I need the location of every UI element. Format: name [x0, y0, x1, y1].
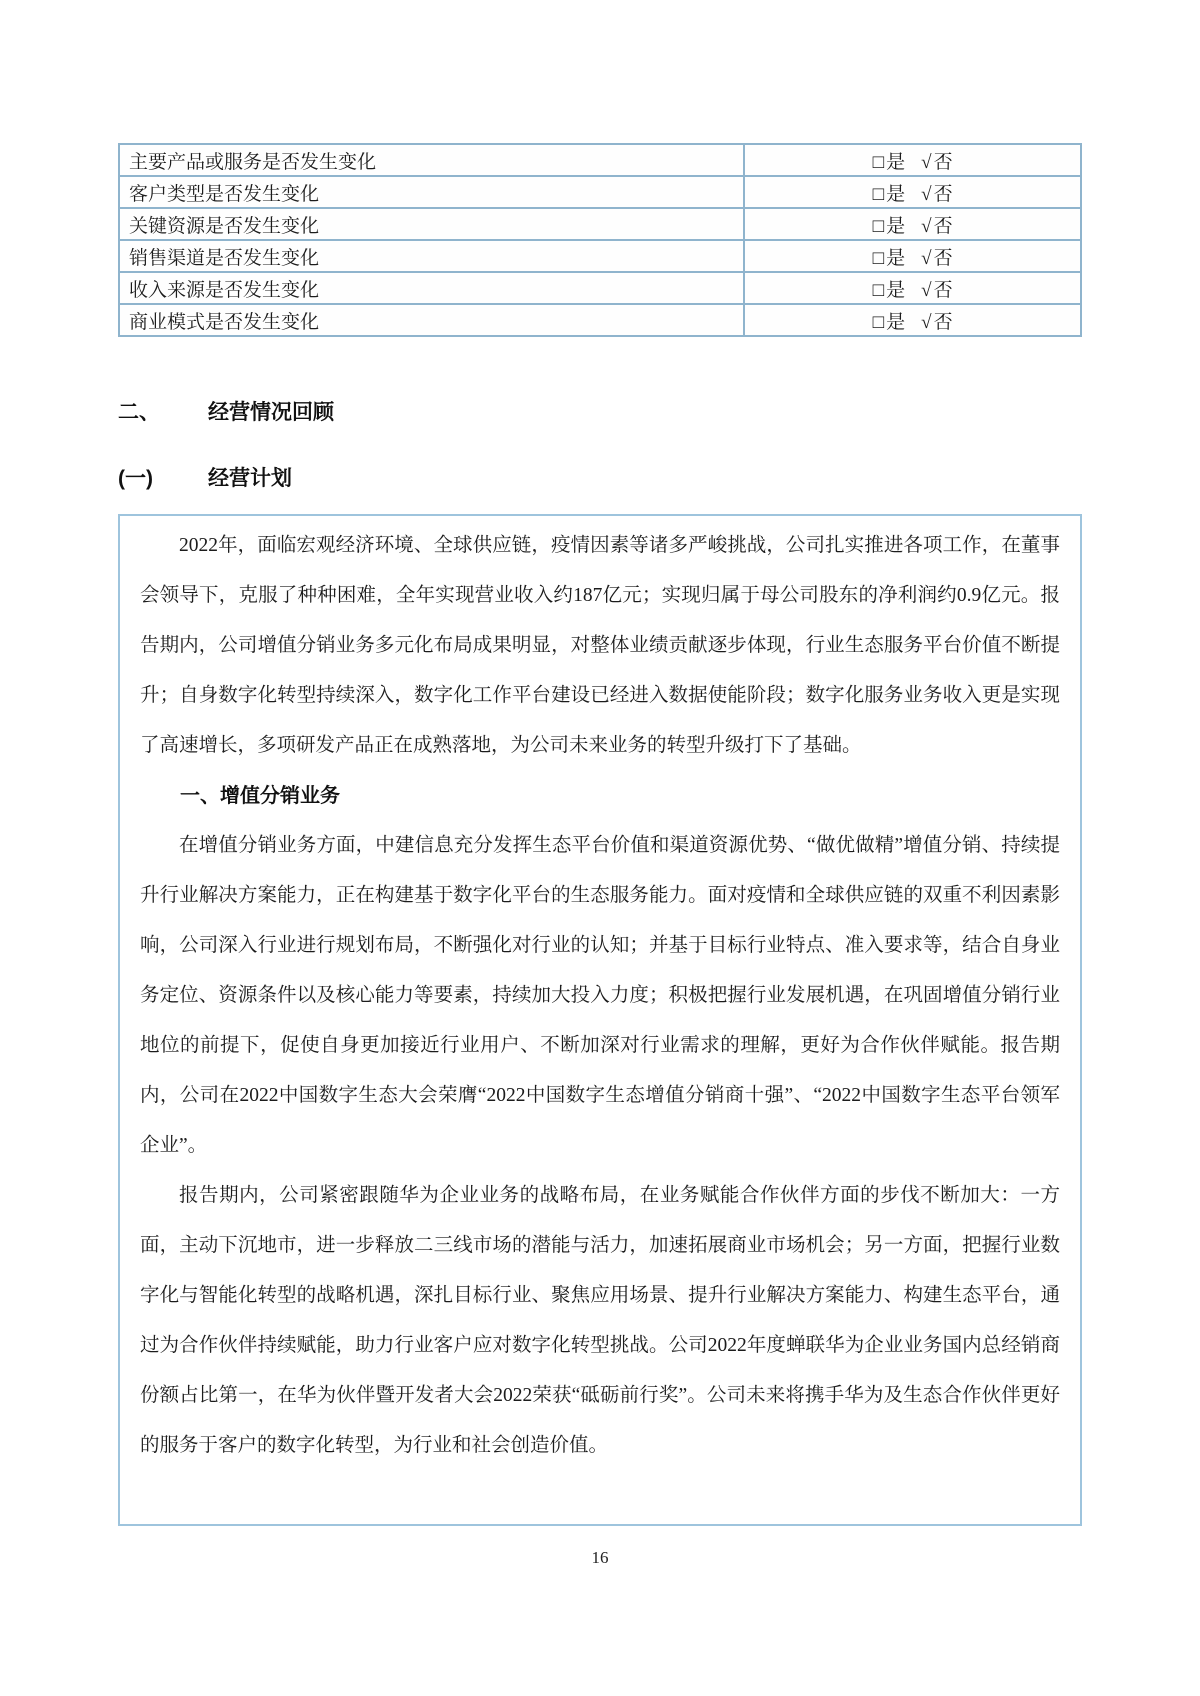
subsection-number: (一) [118, 467, 153, 490]
subsection-title: 经营计划 [208, 467, 292, 490]
change-question-table [118, 143, 1082, 337]
checkbox-unchecked-icon: □ [872, 247, 885, 269]
yes-label: 是 [886, 247, 906, 269]
table-row [119, 176, 1081, 208]
table-row [119, 144, 1081, 176]
no-label: 否 [933, 215, 953, 237]
no-label: 否 [933, 311, 953, 333]
subheading-value-distribution: 一、增值分销业务 [180, 785, 340, 807]
answer-cell [744, 176, 1081, 208]
page-number: 16 [591, 1548, 609, 1567]
question-label: 收入来源是否发生变化 [119, 272, 744, 304]
question-label: 关键资源是否发生变化 [119, 208, 744, 240]
answer-cell [744, 240, 1081, 272]
no-label: 否 [933, 183, 953, 205]
table-row [119, 272, 1081, 304]
subsection-heading [118, 462, 292, 492]
checkbox-unchecked-icon: □ [872, 215, 885, 237]
section-number: 二、 [118, 401, 160, 424]
section-heading [118, 396, 334, 426]
checkmark-icon: √ [921, 311, 932, 333]
question-label: 主要产品或服务是否发生变化 [119, 144, 744, 176]
checkmark-icon: √ [921, 247, 932, 269]
checkbox-unchecked-icon: □ [872, 311, 885, 333]
checkmark-icon: √ [921, 151, 932, 173]
yes-label: 是 [886, 151, 906, 173]
checkmark-icon: √ [921, 215, 932, 237]
question-label: 商业模式是否发生变化 [119, 304, 744, 336]
section-title: 经营情况回顾 [208, 401, 334, 424]
no-label: 否 [933, 151, 953, 173]
checkbox-unchecked-icon: □ [872, 183, 885, 205]
yes-label: 是 [886, 183, 906, 205]
question-label: 客户类型是否发生变化 [119, 176, 744, 208]
no-label: 否 [933, 247, 953, 269]
paragraph-huawei-partnership: 报告期内，公司紧密跟随华为企业业务的战略布局，在业务赋能合作伙伴方面的步伐不断加大：一方面，主动下沉地市，进一步释放二三线市场的潜能与活力，加速拓展商业市场机会；另一方面，把握行业数字化与智能化转型的战略机遇，深扎目标行业、聚焦应用场景、提升行业解决方案能力、构建生态平台，通过为合作伙伴持续赋能，助力行业客户应对数字化转型挑战。公司2022年度蝉联华为企业业务国内总经销商份额占比第一，在华为伙伴暨开发者大会2022荣获“砥砺前行奖”。公司未来将携手华为及生态合作伙伴更好的服务于客户的数字化转型，为行业和社会创造价值。 [140, 1185, 1060, 1456]
answer-cell [744, 208, 1081, 240]
question-label: 销售渠道是否发生变化 [119, 240, 744, 272]
answer-cell [744, 304, 1081, 336]
table-row [119, 208, 1081, 240]
business-review-box [118, 514, 1082, 1526]
no-label: 否 [933, 279, 953, 301]
table-row [119, 304, 1081, 336]
checkbox-unchecked-icon: □ [872, 279, 885, 301]
checkbox-unchecked-icon: □ [872, 151, 885, 173]
yes-label: 是 [886, 311, 906, 333]
checkmark-icon: √ [921, 183, 932, 205]
paragraph-overview: 2022年，面临宏观经济环境、全球供应链，疫情因素等诸多严峻挑战，公司扎实推进各项工作，在董事会领导下，克服了种种困难，全年实现营业收入约187亿元；实现归属于母公司股东的净利润约0.9亿元。报告期内，公司增值分销业务多元化布局成果明显，对整体业绩贡献逐步体现，行业生态服务平台价值不断提升；自身数字化转型持续深入，数字化工作平台建设已经进入数据使能阶段；数字化服务业务收入更是实现了高速增长，多项研发产品正在成熟落地，为公司未来业务的转型升级打下了基础。 [140, 535, 1060, 756]
yes-label: 是 [886, 215, 906, 237]
answer-cell [744, 144, 1081, 176]
table-row [119, 240, 1081, 272]
checkmark-icon: √ [921, 279, 932, 301]
answer-cell [744, 272, 1081, 304]
paragraph-distribution-business: 在增值分销业务方面，中建信息充分发挥生态平台价值和渠道资源优势、“做优做精”增值分销、持续提升行业解决方案能力，正在构建基于数字化平台的生态服务能力。面对疫情和全球供应链的双重不利因素影响，公司深入行业进行规划布局，不断强化对行业的认知；并基于目标行业特点、准入要求等，结合自身业务定位、资源条件以及核心能力等要素，持续加大投入力度；积极把握行业发展机遇，在巩固增值分销行业地位的前提下，促使自身更加接近行业用户、不断加深对行业需求的理解，更好为合作伙伴赋能。报告期内，公司在2022中国数字生态大会荣膺“2022中国数字生态增值分销商十强”、“2022中国数字生态平台领军企业”。 [140, 835, 1060, 1156]
yes-label: 是 [886, 279, 906, 301]
